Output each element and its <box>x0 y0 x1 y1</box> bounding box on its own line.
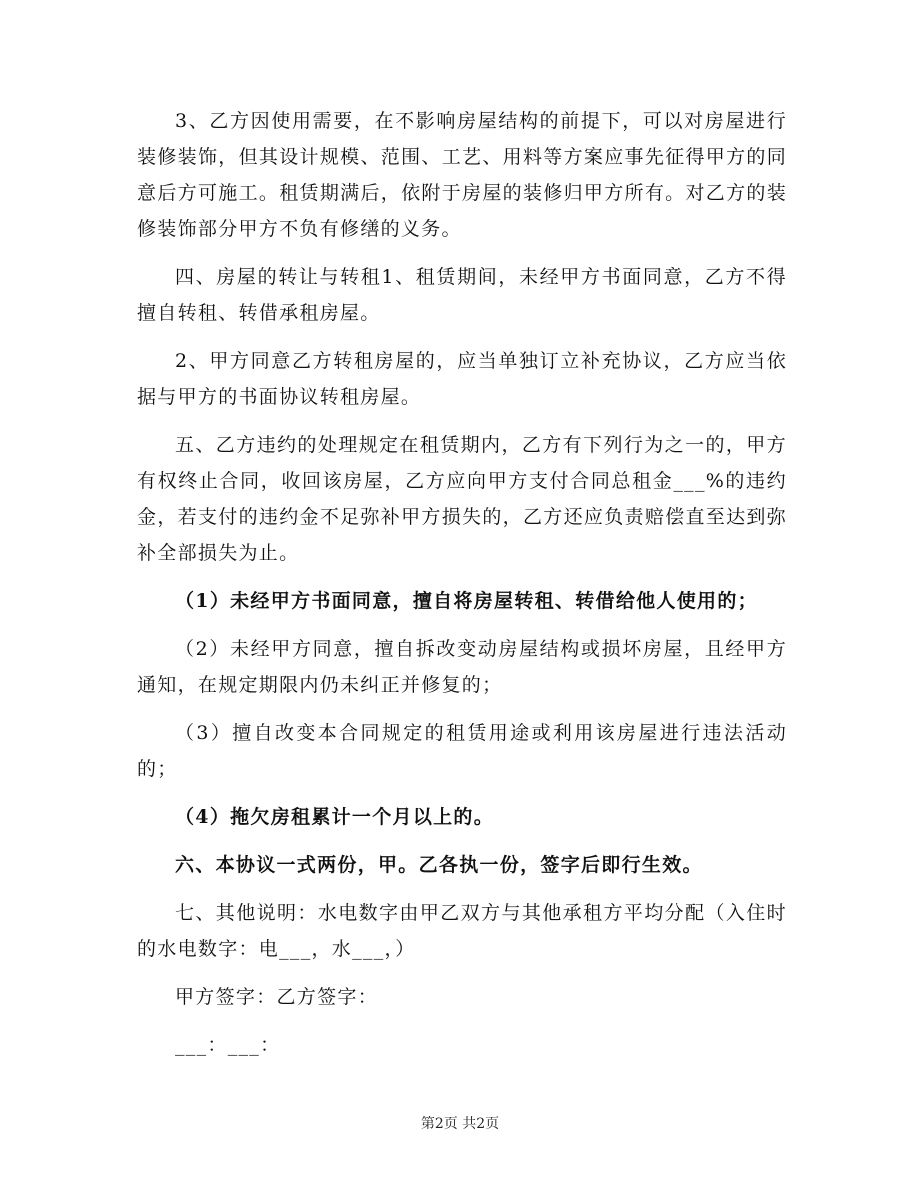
paragraph-transfer-sublease: 四、房屋的转让与转租1、租赁期间，未经甲方书面同意，乙方不得擅自转租、转借承租房屋。 <box>137 266 787 324</box>
paragraph-signature-labels: 甲方签字：乙方签字： <box>175 986 379 1008</box>
paragraph-decoration-clause: 3、乙方因使用需要，在不影响房屋结构的前提下，可以对房屋进行装修装饰，但其设计规模、范围、工艺、用料等方案应事先征得甲方的同意后方可施工。租赁期满后，依附于房屋的装修归甲方所有。对乙方的装修装饰部分甲方不负有修缮的义务。 <box>137 110 787 240</box>
document-body <box>137 103 787 1075</box>
paragraph-breach-item-1: （1）未经甲方书面同意，擅自将房屋转租、转借给他人使用的； <box>175 590 758 612</box>
paragraph-other-notes: 七、其他说明：水电数字由甲乙双方与其他承租方平均分配（入住时的水电数字：电___，水___，） <box>137 902 787 960</box>
paragraph-breach-item-3: （3）擅自改变本合同规定的租赁用途或利用该房屋进行违法活动的； <box>137 722 787 780</box>
paragraph-breach-item-2: （2）未经甲方同意，擅自拆改变动房屋结构或损坏房屋，且经甲方通知，在规定期限内仍未纠正并修复的； <box>137 638 787 696</box>
paragraph-breach-item-4: （4）拖欠房租累计一个月以上的。 <box>175 806 495 828</box>
paragraph-copies-effective: 六、本协议一式两份，甲。乙各执一份，签字后即行生效。 <box>175 854 703 876</box>
paragraph-signature-blanks: ___：___： <box>175 1034 281 1056</box>
paragraph-sublease-agreement: 2、甲方同意乙方转租房屋的，应当单独订立补充协议，乙方应当依据与甲方的书面协议转租房屋。 <box>137 350 787 408</box>
paragraph-breach-handling: 五、乙方违约的处理规定在租赁期内，乙方有下列行为之一的，甲方有权终止合同，收回该房屋，乙方应向甲方支付合同总租金___%的违约金，若支付的违约金不足弥补甲方损失的，乙方还应负责赔偿直至达到弥补全部损失为止。 <box>137 434 787 564</box>
page-number-footer: 第2页 共2页 <box>420 1116 500 1132</box>
